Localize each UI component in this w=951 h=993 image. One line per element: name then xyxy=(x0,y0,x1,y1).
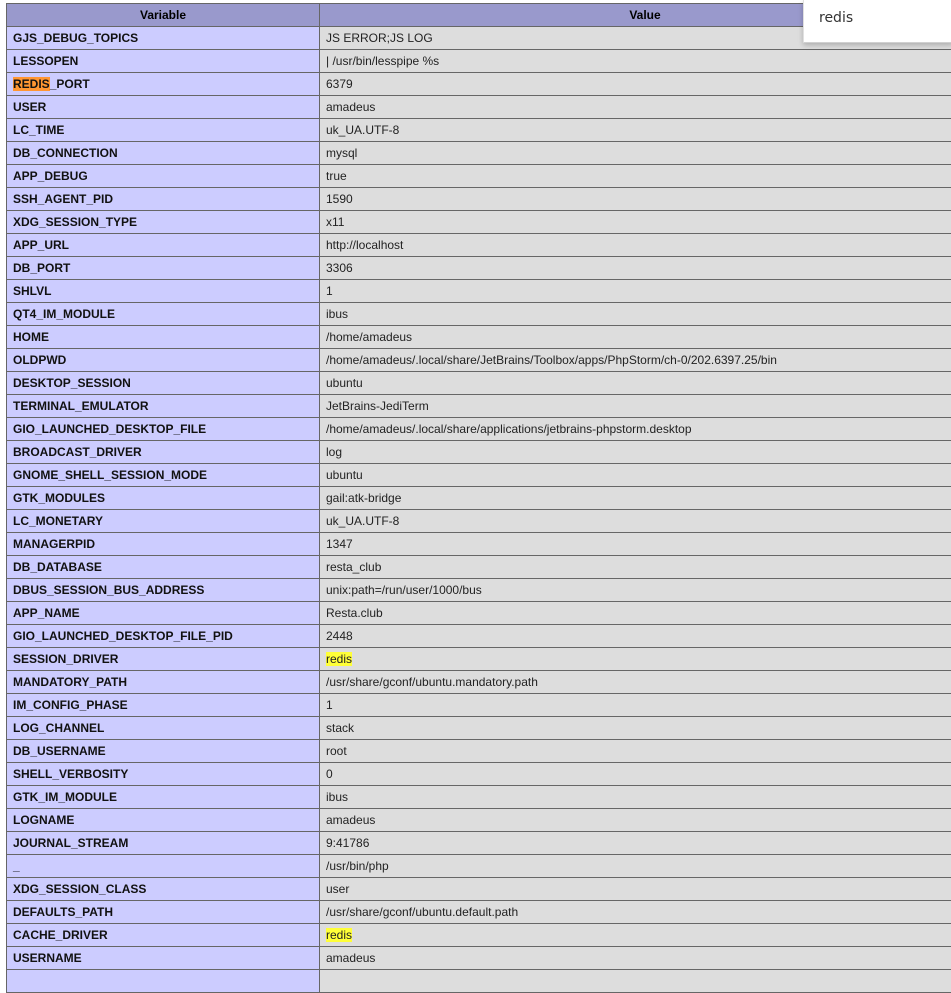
variable-value-cell: uk_UA.UTF-8 xyxy=(320,119,951,142)
table-row xyxy=(7,579,951,602)
table-row xyxy=(7,671,951,694)
variable-name-cell: GIO_LAUNCHED_DESKTOP_FILE xyxy=(7,418,320,441)
variable-value-cell: ibus xyxy=(320,303,951,326)
variable-name-cell: GNOME_SHELL_SESSION_MODE xyxy=(7,464,320,487)
variable-value-cell: JS ERROR;JS LOG xyxy=(320,27,951,50)
variable-name-cell: LC_TIME xyxy=(7,119,320,142)
table-row xyxy=(7,809,951,832)
variable-name-cell: DB_USERNAME xyxy=(7,740,320,763)
variable-name-cell: SSH_AGENT_PID xyxy=(7,188,320,211)
table-row xyxy=(7,96,951,119)
variable-name-cell: DB_CONNECTION xyxy=(7,142,320,165)
variable-value-cell: stack xyxy=(320,717,951,740)
variable-name-cell: IM_CONFIG_PHASE xyxy=(7,694,320,717)
variable-value-cell: unix:path=/run/user/1000/bus xyxy=(320,579,951,602)
variable-name-cell: LOG_CHANNEL xyxy=(7,717,320,740)
table-row xyxy=(7,648,951,671)
table-row xyxy=(7,50,951,73)
variable-name-cell: BROADCAST_DRIVER xyxy=(7,441,320,464)
variable-value-cell: Resta.club xyxy=(320,602,951,625)
variable-name-cell: REDIS_PORT xyxy=(7,73,320,96)
table-row xyxy=(7,602,951,625)
table-row xyxy=(7,395,951,418)
variable-value-cell: /usr/share/gconf/ubuntu.default.path xyxy=(320,901,951,924)
variable-name-cell: MANDATORY_PATH xyxy=(7,671,320,694)
variable-value-cell: 1590 xyxy=(320,188,951,211)
table-row xyxy=(7,142,951,165)
variable-value-cell: 1347 xyxy=(320,533,951,556)
table-row xyxy=(7,947,951,970)
table-row xyxy=(7,763,951,786)
variable-value-cell: http://localhost xyxy=(320,234,951,257)
variable-value-cell: true xyxy=(320,165,951,188)
variable-value-cell: uk_UA.UTF-8 xyxy=(320,510,951,533)
variable-value-cell xyxy=(320,970,951,993)
variable-value-cell: 3306 xyxy=(320,257,951,280)
variable-name-cell: GTK_IM_MODULE xyxy=(7,786,320,809)
variable-name-cell: HOME xyxy=(7,326,320,349)
variable-value-cell: 9:41786 xyxy=(320,832,951,855)
table-body xyxy=(7,27,951,993)
table-row xyxy=(7,211,951,234)
table-row xyxy=(7,464,951,487)
variable-name-cell: CACHE_DRIVER xyxy=(7,924,320,947)
search-match-highlight: redis xyxy=(326,652,352,666)
table-row xyxy=(7,855,951,878)
variable-value-cell xyxy=(320,648,951,671)
current-search-match: REDIS xyxy=(13,77,50,91)
table-row xyxy=(7,280,951,303)
table-row xyxy=(7,878,951,901)
variable-value-cell: /home/amadeus/.local/share/JetBrains/Toolbox/apps/PhpStorm/ch-0/202.6397.25/bin xyxy=(320,349,951,372)
variable-value-cell: /usr/share/gconf/ubuntu.mandatory.path xyxy=(320,671,951,694)
variable-name-cell: LESSOPEN xyxy=(7,50,320,73)
variable-name-cell: SHLVL xyxy=(7,280,320,303)
find-input[interactable]: redis xyxy=(819,10,853,26)
variable-value-cell: amadeus xyxy=(320,96,951,119)
table-row xyxy=(7,924,951,947)
variable-name-cell: _ xyxy=(7,855,320,878)
table-row xyxy=(7,901,951,924)
table-row xyxy=(7,349,951,372)
variable-value-cell: amadeus xyxy=(320,947,951,970)
table-row xyxy=(7,786,951,809)
variable-name-cell: MANAGERPID xyxy=(7,533,320,556)
variable-name-cell: SHELL_VERBOSITY xyxy=(7,763,320,786)
variable-name-cell: APP_NAME xyxy=(7,602,320,625)
variable-value-cell: mysql xyxy=(320,142,951,165)
column-header-variable: Variable xyxy=(7,4,320,27)
variable-value-cell: ibus xyxy=(320,786,951,809)
variable-value-cell: ubuntu xyxy=(320,464,951,487)
variable-name-cell: USER xyxy=(7,96,320,119)
variable-name-cell: DESKTOP_SESSION xyxy=(7,372,320,395)
variable-value-cell: /home/amadeus/.local/share/applications/jetbrains-phpstorm.desktop xyxy=(320,418,951,441)
variable-name-cell: XDG_SESSION_TYPE xyxy=(7,211,320,234)
variable-value-cell: 1 xyxy=(320,280,951,303)
table-row xyxy=(7,970,951,993)
table-row xyxy=(7,625,951,648)
table-row xyxy=(7,418,951,441)
variable-value-cell: resta_club xyxy=(320,556,951,579)
variable-value-cell: | /usr/bin/lesspipe %s xyxy=(320,50,951,73)
variable-value-cell xyxy=(320,924,951,947)
search-match-highlight: redis xyxy=(326,928,352,942)
variable-name-cell: XDG_SESSION_CLASS xyxy=(7,878,320,901)
variable-value-cell: 0 xyxy=(320,763,951,786)
variable-value-cell: amadeus xyxy=(320,809,951,832)
variable-name-cell: DBUS_SESSION_BUS_ADDRESS xyxy=(7,579,320,602)
variable-name-cell: DEFAULTS_PATH xyxy=(7,901,320,924)
variable-name-cell: JOURNAL_STREAM xyxy=(7,832,320,855)
table-row xyxy=(7,188,951,211)
variable-value-cell: ubuntu xyxy=(320,372,951,395)
variable-name-cell: SESSION_DRIVER xyxy=(7,648,320,671)
variable-name-cell: OLDPWD xyxy=(7,349,320,372)
table-row xyxy=(7,487,951,510)
table-row xyxy=(7,717,951,740)
variable-value-cell: user xyxy=(320,878,951,901)
table-row xyxy=(7,510,951,533)
variable-value-cell: /home/amadeus xyxy=(320,326,951,349)
variable-name-cell: QT4_IM_MODULE xyxy=(7,303,320,326)
variable-name-cell: APP_URL xyxy=(7,234,320,257)
variable-value-cell: 1 xyxy=(320,694,951,717)
variable-value-cell: /usr/bin/php xyxy=(320,855,951,878)
table-row xyxy=(7,441,951,464)
variable-name-cell xyxy=(7,970,320,993)
table-row xyxy=(7,303,951,326)
table-row xyxy=(7,556,951,579)
variable-name-cell: TERMINAL_EMULATOR xyxy=(7,395,320,418)
table-row xyxy=(7,234,951,257)
variable-name-cell: GTK_MODULES xyxy=(7,487,320,510)
variable-value-cell: 2448 xyxy=(320,625,951,648)
variable-name-cell: GIO_LAUNCHED_DESKTOP_FILE_PID xyxy=(7,625,320,648)
variable-name-cell: LC_MONETARY xyxy=(7,510,320,533)
variable-name-cell: APP_DEBUG xyxy=(7,165,320,188)
variable-name-cell: LOGNAME xyxy=(7,809,320,832)
table-row xyxy=(7,73,951,96)
table-row xyxy=(7,119,951,142)
table-row xyxy=(7,165,951,188)
table-row xyxy=(7,533,951,556)
table-row xyxy=(7,694,951,717)
variable-name-cell: DB_PORT xyxy=(7,257,320,280)
variable-value-cell: x11 xyxy=(320,211,951,234)
table-row xyxy=(7,740,951,763)
variable-value-cell: JetBrains-JediTerm xyxy=(320,395,951,418)
column-header-value: Value xyxy=(320,4,951,27)
table-row xyxy=(7,372,951,395)
variable-value-cell: log xyxy=(320,441,951,464)
environment-table xyxy=(6,3,951,993)
table-row xyxy=(7,832,951,855)
variable-value-cell: 6379 xyxy=(320,73,951,96)
variable-name-cell: GJS_DEBUG_TOPICS xyxy=(7,27,320,50)
table-row xyxy=(7,326,951,349)
variable-name-cell: DB_DATABASE xyxy=(7,556,320,579)
variable-name-cell: USERNAME xyxy=(7,947,320,970)
variable-value-cell: gail:atk-bridge xyxy=(320,487,951,510)
find-in-page-popup xyxy=(803,0,951,43)
variable-value-cell: root xyxy=(320,740,951,763)
table-row xyxy=(7,257,951,280)
